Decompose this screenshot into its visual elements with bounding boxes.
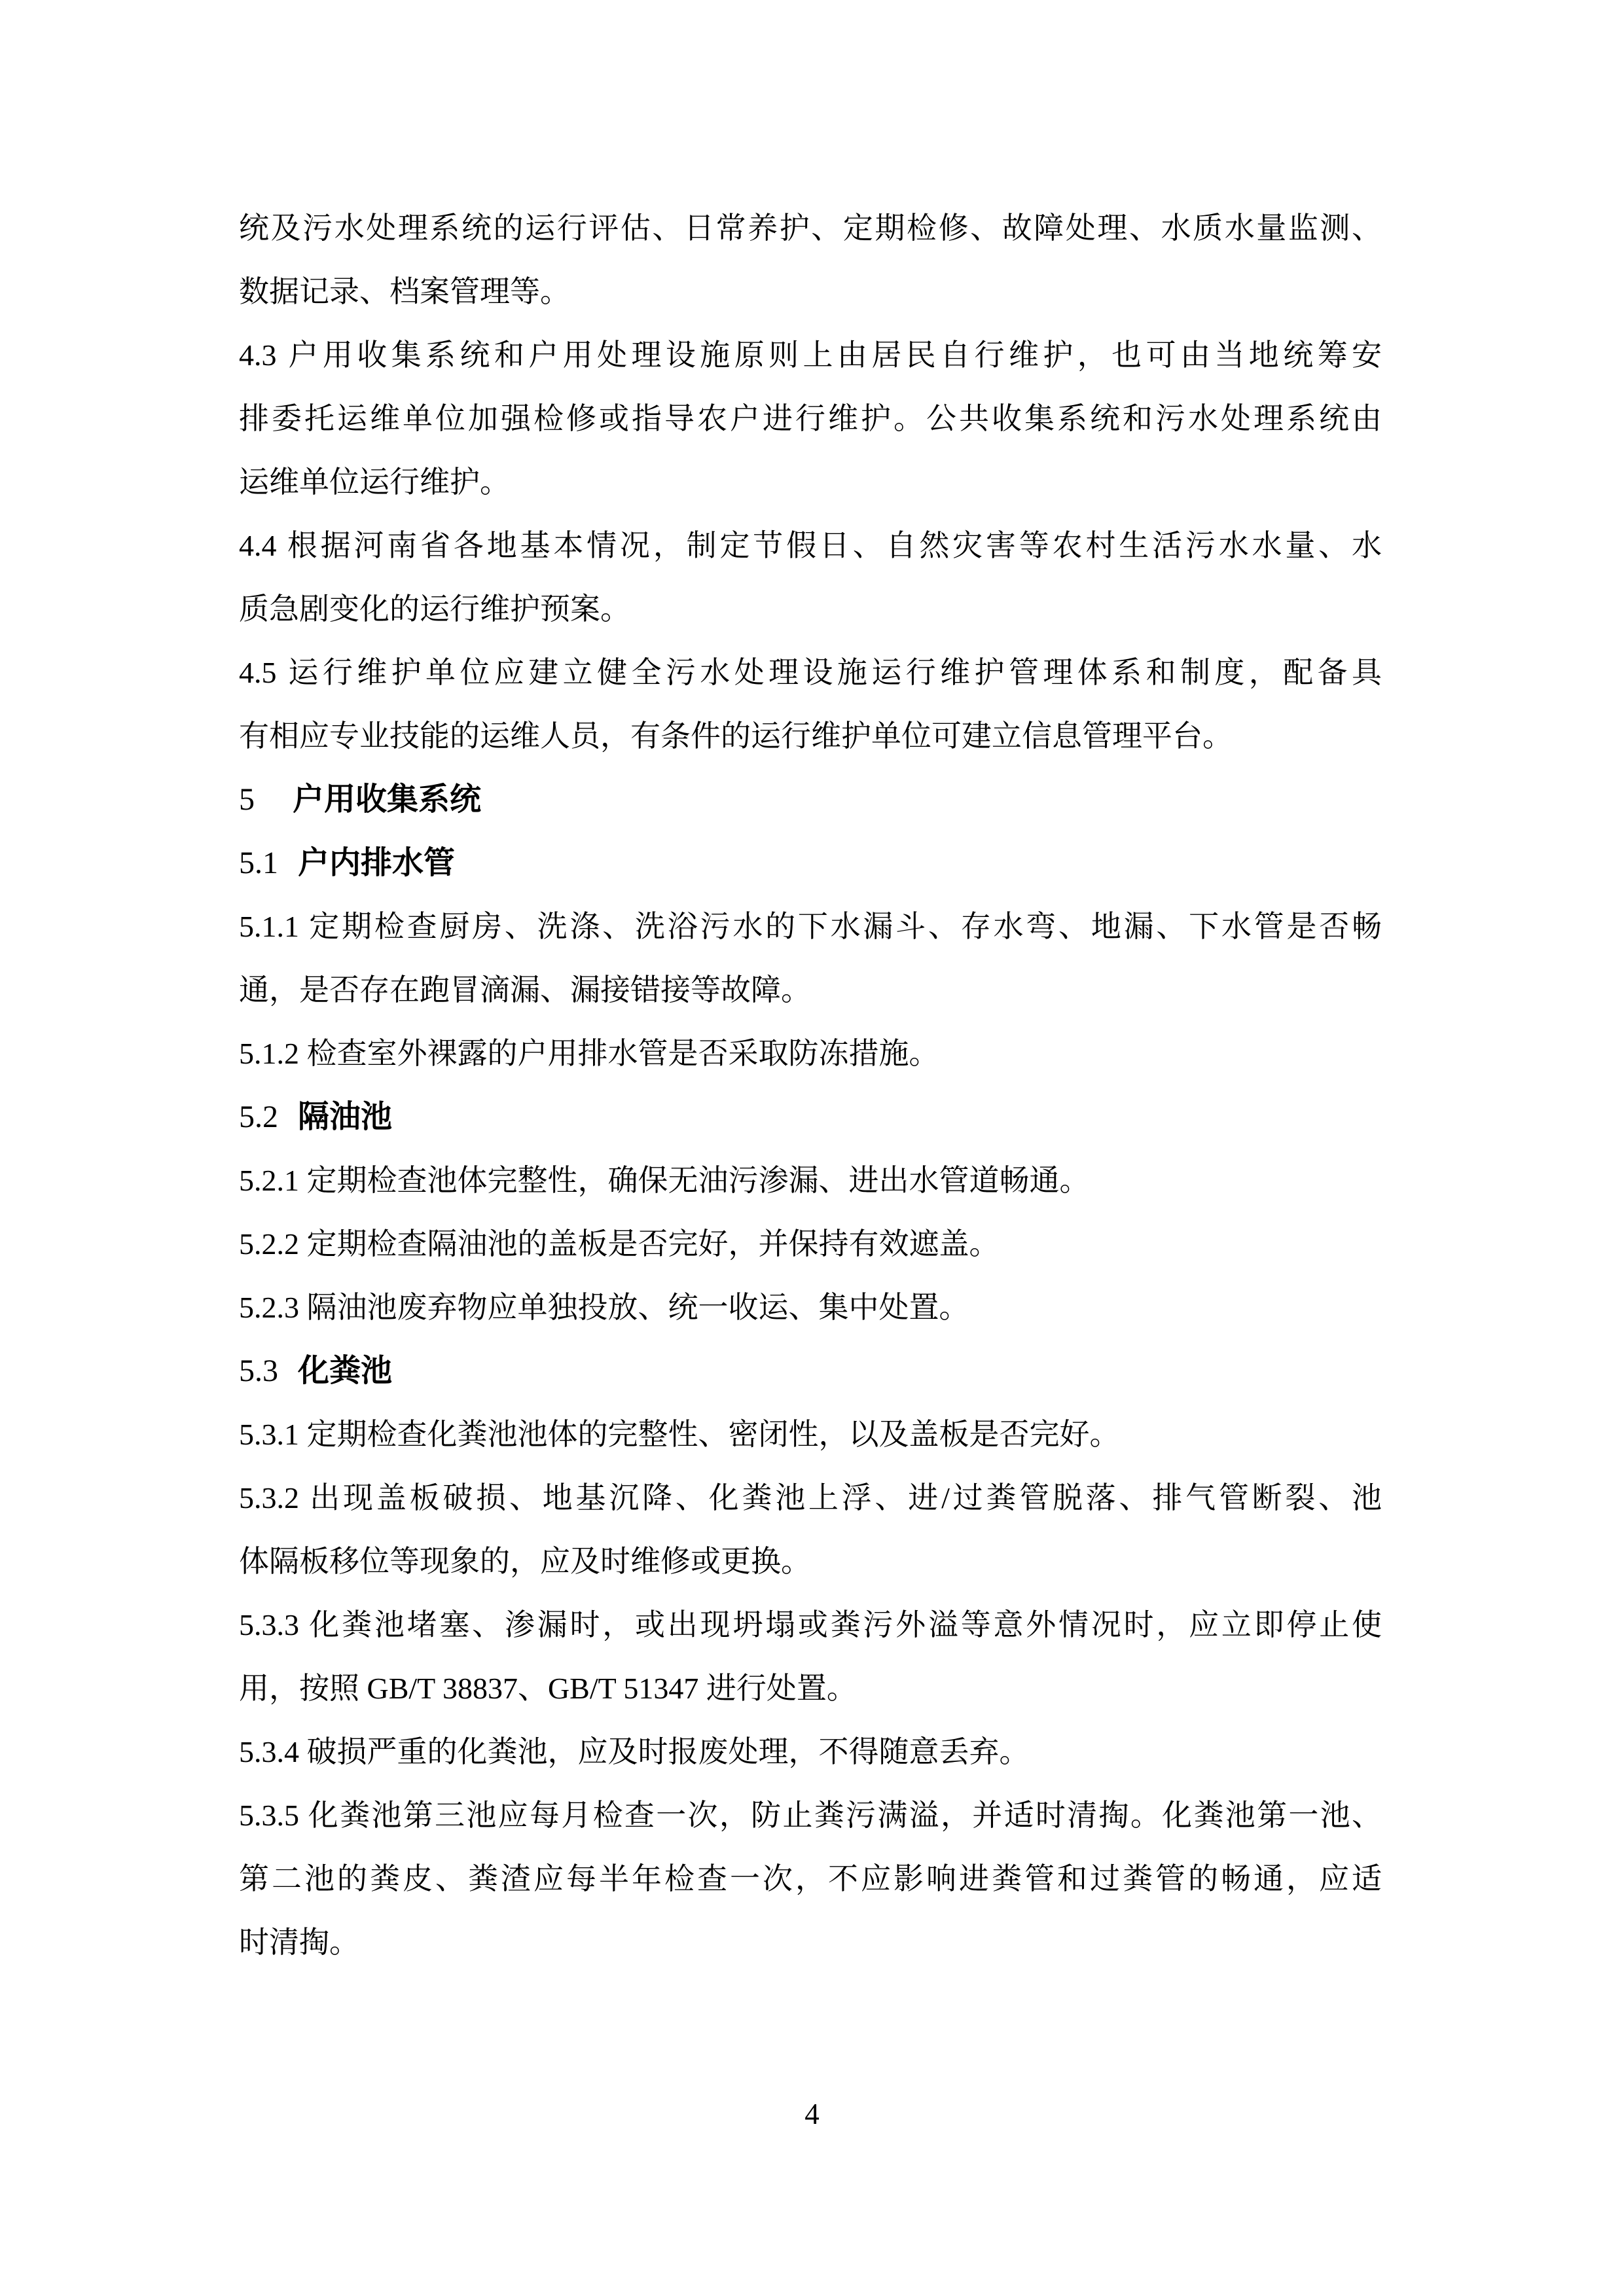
page-number: 4 bbox=[804, 2098, 820, 2130]
heading-title: 户内排水管 bbox=[298, 846, 456, 880]
paragraph-line: 通，是否存在跑冒滴漏、漏接错接等故障。 bbox=[239, 973, 811, 1007]
paragraph-line: 5.1.1 定期检查厨房、洗涤、洗浴污水的下水漏斗、存水弯、地漏、下水管是否畅 bbox=[239, 910, 1382, 943]
heading-title: 户用收集系统 bbox=[293, 782, 482, 817]
paragraph-line: 运维单位运行维护。 bbox=[239, 465, 510, 499]
paragraph-line: 第二池的粪皮、粪渣应每半年检查一次，不应影响进粪管和过粪管的畅通，应适 bbox=[239, 1862, 1382, 1895]
paragraph-line: 5.2.3 隔油池废弃物应单独投放、统一收运、集中处置。 bbox=[239, 1291, 969, 1324]
paragraph-line: 数据记录、档案管理等。 bbox=[239, 275, 570, 308]
heading-number: 5.1 bbox=[239, 846, 278, 880]
heading-number: 5.2 bbox=[239, 1100, 278, 1134]
heading-section-5 bbox=[239, 768, 1382, 831]
paragraph-line: 5.3.3 化粪池堵塞、渗漏时，或出现坍塌或粪污外溢等意外情况时，应立即停止使 bbox=[239, 1608, 1382, 1641]
paragraph-line: 4.3 户用收集系统和户用处理设施原则上由居民自行维护，也可由当地统筹安 bbox=[239, 338, 1382, 372]
paragraph-line: 5.2.2 定期检查隔油池的盖板是否完好，并保持有效遮盖。 bbox=[239, 1227, 1000, 1261]
paragraph-line: 体隔板移位等现象的，应及时维修或更换。 bbox=[239, 1545, 811, 1578]
paragraph-line: 5.3.2 出现盖板破损、地基沉降、化粪池上浮、进/过粪管脱落、排气管断裂、池 bbox=[239, 1481, 1382, 1515]
heading-section-5-2 bbox=[239, 1085, 1382, 1149]
document-text-block bbox=[239, 196, 1382, 1974]
paragraph-line: 4.5 运行维护单位应建立健全污水处理设施运行维护管理体系和制度，配备具 bbox=[239, 656, 1382, 689]
paragraph-line: 用，按照 GB/T 38837、GB/T 51347 进行处置。 bbox=[239, 1672, 857, 1705]
heading-number: 5 bbox=[239, 782, 255, 817]
heading-section-5-3 bbox=[239, 1339, 1382, 1403]
paragraph-line: 5.3.5 化粪池第三池应每月检查一次，防止粪污满溢，并适时清掏。化粪池第一池、 bbox=[239, 1799, 1382, 1832]
paragraph-line: 时清掏。 bbox=[239, 1926, 359, 1959]
heading-number: 5.3 bbox=[239, 1354, 278, 1388]
paragraph-line: 5.2.1 定期检查池体完整性，确保无油污渗漏、进出水管道畅通。 bbox=[239, 1164, 1090, 1197]
paragraph-line: 5.3.1 定期检查化粪池池体的完整性、密闭性，以及盖板是否完好。 bbox=[239, 1418, 1120, 1451]
heading-title: 隔油池 bbox=[298, 1100, 393, 1134]
heading-title: 化粪池 bbox=[298, 1354, 393, 1388]
paragraph-line: 4.4 根据河南省各地基本情况，制定节假日、自然灾害等农村生活污水水量、水 bbox=[239, 529, 1382, 562]
paragraph-line: 排委托运维单位加强检修或指导农户进行维护。公共收集系统和污水处理系统由 bbox=[239, 402, 1382, 435]
paragraph-line: 5.3.4 破损严重的化粪池，应及时报废处理，不得随意丢弃。 bbox=[239, 1735, 1030, 1768]
paragraph-line: 统及污水处理系统的运行评估、日常养护、定期检修、故障处理、水质水量监测、 bbox=[239, 211, 1382, 245]
paragraph-line: 质急剧变化的运行维护预案。 bbox=[239, 592, 630, 626]
paragraph-line: 5.1.2 检查室外裸露的户用排水管是否采取防冻措施。 bbox=[239, 1037, 939, 1070]
heading-section-5-1 bbox=[239, 831, 1382, 895]
paragraph-line: 有相应专业技能的运维人员，有条件的运行维护单位可建立信息管理平台。 bbox=[239, 719, 1233, 753]
